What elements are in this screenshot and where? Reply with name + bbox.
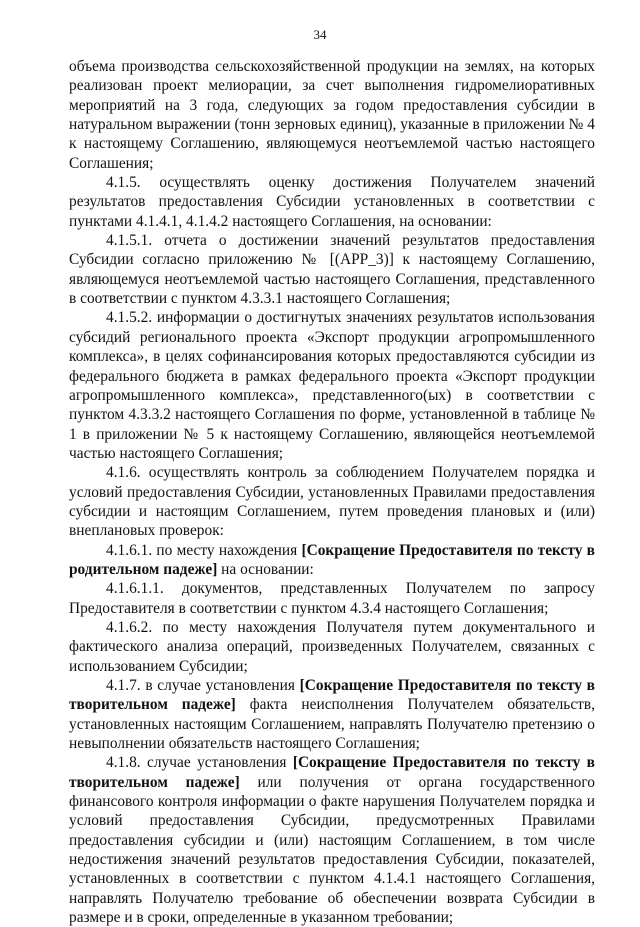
paragraph <box>69 579 595 618</box>
paragraph-text: 4.1.6. осуществлять контроль за соблюдением Получателем порядка и условий предоставления Субсидии, установленных Правилами предоставления субсидии и настоящим Соглашением, путем проведения плановых и (или) внеплановых проверок: <box>69 464 595 540</box>
paragraph <box>69 173 595 231</box>
paragraph-text: 4.1.6.2. по месту нахождения Получателя путем документального и фактического анализа операций, произведенных Получателем, связанных с использованием Субсидии; <box>69 618 595 675</box>
paragraph-text: 4.1.6.1.1. документов, представленных Получателем по запросу Предоставителя в соответствии с пунктом 4.3.4 настоящего Соглашения; <box>69 580 595 617</box>
paragraph-text: на основании: <box>217 560 314 578</box>
paragraph-text: или получения от органа государственного финансового контроля информации о факте нарушения Получателем порядка и условий предоставления Субсидии, предусмотренных Правилами предоставления субсидии и (или) настоящим Соглашением, в том числе недостижения значений результатов предоставления Субсидии, показателей, установленных в соответствии с пунктом 4.1.4.1 настоящего Соглашения, направлять Получателю требование об обеспечении возврата Субсидии в размере и в сроки, определенные в указанном требовании; <box>69 773 595 927</box>
paragraph-text: 4.1.5.2. информации о достигнутых значениях результатов использования субсидий регионального проекта «Экспорт продукции агропромышленного комплекса», в целях софинансирования которых предоставляются субсидии из федерального бюджета в рамках федерального проекта «Экспорт продукции агропромышленного комплекса», представленного(ых) в соответствии с пунктом 4.3.3.2 настоящего Соглашения по форме, установленной в таблице № 1 в приложении № 5 к настоящему Соглашению, являющейся неотъемлемой частью настоящего Соглашения; <box>69 309 595 462</box>
paragraph-text: 4.1.8. случае установления <box>106 754 293 772</box>
bold-placeholder: [Сокращение Предоставителя по тексту в творительном падеже] <box>69 754 595 791</box>
paragraph-text: факта неисполнения Получателем обязательств, установленных настоящим Соглашением, направлять Получателю претензию о невыполнении обязательств настоящего Соглашения; <box>69 696 595 753</box>
paragraph-text: объема производства сельскохозяйственной продукции на землях, на которых реализован проект мелиорации, за счет выполнения гидромелиоративных мероприятий на 3 года, следующих за годом предоставления субсидии в натуральном выражении (тонн зерновых единиц), указанные в приложении № 4 к настоящему Соглашению, являющемуся неотъемлемой частью настоящего Соглашения; <box>69 58 595 172</box>
paragraph-text: 4.1.5.1. отчета о достижении значений результатов предоставления Субсидии согласно приложению № [(APP_3)] к настоящему Соглашению, являющемуся неотъемлемой частью настоящего Соглашения, представленного в соответствии с пунктом 4.3.3.1 настоящего Соглашения; <box>69 232 595 308</box>
paragraph <box>69 753 595 927</box>
paragraph <box>69 308 595 463</box>
paragraph-text: 4.1.7. в случае установления <box>106 677 300 694</box>
paragraph <box>69 618 595 676</box>
paragraph <box>69 541 595 580</box>
paragraph <box>69 231 595 308</box>
paragraph <box>69 463 595 540</box>
bold-placeholder: [Сокращение Предоставителя по тексту в родительном падеже] <box>69 541 595 578</box>
bold-placeholder: [Сокращение Предоставителя по тексту в творительном падеже] <box>69 677 595 714</box>
paragraph-text: 4.1.6.1. по месту нахождения <box>106 541 302 559</box>
paragraph <box>69 57 595 173</box>
paragraph-text: 4.1.5. осуществлять оценку достижения Получателем значений результатов предоставления Субсидии установленных в соответствии с пунктами 4.1.4.1, 4.1.4.2 настоящего Соглашения, на основании: <box>69 174 595 230</box>
paragraph <box>69 676 595 753</box>
page-number: 34 <box>313 27 327 42</box>
body-text <box>69 57 595 927</box>
